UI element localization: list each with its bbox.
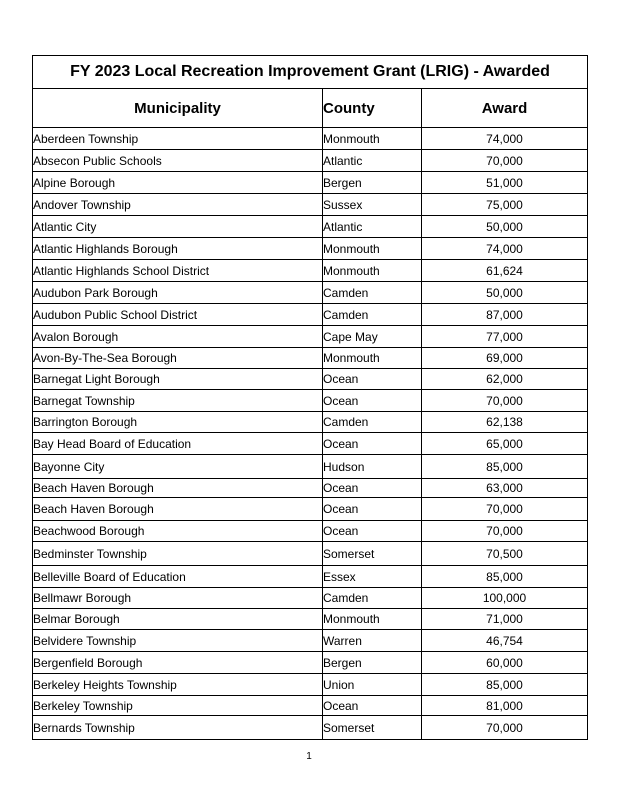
cell-municipality: Audubon Park Borough [33, 282, 323, 304]
table-row [33, 412, 588, 433]
table-row [33, 542, 588, 566]
cell-county: Camden [323, 282, 422, 304]
cell-county: Monmouth [323, 609, 422, 630]
cell-county: Ocean [323, 479, 422, 498]
column-header-municipality: Municipality [33, 89, 323, 128]
cell-municipality: Bayonne City [33, 455, 323, 479]
cell-award: 51,000 [422, 172, 588, 194]
table-row [33, 455, 588, 479]
table-row [33, 128, 588, 150]
cell-county: Ocean [323, 390, 422, 412]
table-row [33, 479, 588, 498]
table-body [33, 128, 588, 740]
cell-award: 70,000 [422, 498, 588, 521]
table-row [33, 238, 588, 260]
cell-municipality: Bernards Township [33, 716, 323, 740]
cell-municipality: Belvidere Township [33, 630, 323, 652]
cell-county: Monmouth [323, 238, 422, 260]
cell-municipality: Avalon Borough [33, 326, 323, 348]
cell-county: Union [323, 674, 422, 696]
table-row [33, 326, 588, 348]
cell-award: 81,000 [422, 696, 588, 716]
cell-county: Somerset [323, 542, 422, 566]
table-row [33, 216, 588, 238]
cell-county: Bergen [323, 172, 422, 194]
table-row [33, 652, 588, 674]
cell-municipality: Beach Haven Borough [33, 498, 323, 521]
cell-municipality: Bellmawr Borough [33, 588, 323, 609]
cell-municipality: Bergenfield Borough [33, 652, 323, 674]
cell-county: Bergen [323, 652, 422, 674]
cell-award: 85,000 [422, 455, 588, 479]
cell-county: Ocean [323, 369, 422, 390]
table-row [33, 369, 588, 390]
table-row [33, 390, 588, 412]
cell-county: Hudson [323, 455, 422, 479]
page-number: 1 [306, 751, 312, 762]
cell-county: Warren [323, 630, 422, 652]
cell-county: Monmouth [323, 128, 422, 150]
column-header-award: Award [422, 89, 588, 128]
cell-award: 65,000 [422, 433, 588, 455]
table-row [33, 498, 588, 521]
cell-county: Atlantic [323, 150, 422, 172]
cell-county: Ocean [323, 521, 422, 542]
cell-county: Camden [323, 412, 422, 433]
cell-municipality: Belmar Borough [33, 609, 323, 630]
cell-municipality: Bedminster Township [33, 542, 323, 566]
cell-municipality: Audubon Public School District [33, 304, 323, 326]
table-row [33, 521, 588, 542]
header-row [33, 89, 588, 128]
cell-award: 62,138 [422, 412, 588, 433]
table-row [33, 674, 588, 696]
table-row [33, 172, 588, 194]
cell-municipality: Aberdeen Township [33, 128, 323, 150]
table-row [33, 630, 588, 652]
cell-award: 50,000 [422, 216, 588, 238]
grant-table [32, 55, 588, 740]
cell-municipality: Berkeley Township [33, 696, 323, 716]
cell-award: 69,000 [422, 348, 588, 369]
table-row [33, 696, 588, 716]
table-row [33, 260, 588, 282]
cell-award: 70,000 [422, 390, 588, 412]
cell-award: 71,000 [422, 609, 588, 630]
cell-municipality: Atlantic Highlands Borough [33, 238, 323, 260]
cell-county: Sussex [323, 194, 422, 216]
table-row [33, 304, 588, 326]
table-row [33, 150, 588, 172]
cell-municipality: Barnegat Township [33, 390, 323, 412]
cell-award: 85,000 [422, 566, 588, 588]
cell-municipality: Belleville Board of Education [33, 566, 323, 588]
cell-award: 50,000 [422, 282, 588, 304]
cell-municipality: Atlantic City [33, 216, 323, 238]
cell-award: 62,000 [422, 369, 588, 390]
title-row [33, 56, 588, 89]
cell-award: 85,000 [422, 674, 588, 696]
cell-county: Atlantic [323, 216, 422, 238]
cell-award: 70,500 [422, 542, 588, 566]
table-row [33, 588, 588, 609]
cell-county: Camden [323, 304, 422, 326]
cell-award: 75,000 [422, 194, 588, 216]
cell-award: 61,624 [422, 260, 588, 282]
cell-award: 74,000 [422, 128, 588, 150]
table-row [33, 194, 588, 216]
cell-county: Essex [323, 566, 422, 588]
cell-municipality: Andover Township [33, 194, 323, 216]
cell-county: Somerset [323, 716, 422, 740]
cell-award: 60,000 [422, 652, 588, 674]
cell-award: 70,000 [422, 521, 588, 542]
cell-county: Ocean [323, 498, 422, 521]
table-row [33, 348, 588, 369]
cell-municipality: Barrington Borough [33, 412, 323, 433]
cell-award: 70,000 [422, 150, 588, 172]
cell-municipality: Beach Haven Borough [33, 479, 323, 498]
cell-county: Ocean [323, 696, 422, 716]
cell-municipality: Beachwood Borough [33, 521, 323, 542]
cell-award: 87,000 [422, 304, 588, 326]
cell-municipality: Avon-By-The-Sea Borough [33, 348, 323, 369]
cell-county: Ocean [323, 433, 422, 455]
cell-county: Camden [323, 588, 422, 609]
cell-award: 74,000 [422, 238, 588, 260]
table-row [33, 282, 588, 304]
cell-municipality: Atlantic Highlands School District [33, 260, 323, 282]
cell-award: 70,000 [422, 716, 588, 740]
cell-municipality: Barnegat Light Borough [33, 369, 323, 390]
column-header-county: County [323, 89, 422, 128]
cell-municipality: Alpine Borough [33, 172, 323, 194]
cell-award: 46,754 [422, 630, 588, 652]
cell-award: 100,000 [422, 588, 588, 609]
table-title: FY 2023 Local Recreation Improvement Grant (LRIG) - Awarded [33, 56, 588, 89]
table-row [33, 716, 588, 740]
cell-municipality: Bay Head Board of Education [33, 433, 323, 455]
table-row [33, 609, 588, 630]
table-row [33, 433, 588, 455]
cell-municipality: Absecon Public Schools [33, 150, 323, 172]
cell-county: Monmouth [323, 348, 422, 369]
cell-county: Monmouth [323, 260, 422, 282]
table-row [33, 566, 588, 588]
cell-county: Cape May [323, 326, 422, 348]
cell-award: 63,000 [422, 479, 588, 498]
cell-award: 77,000 [422, 326, 588, 348]
cell-municipality: Berkeley Heights Township [33, 674, 323, 696]
